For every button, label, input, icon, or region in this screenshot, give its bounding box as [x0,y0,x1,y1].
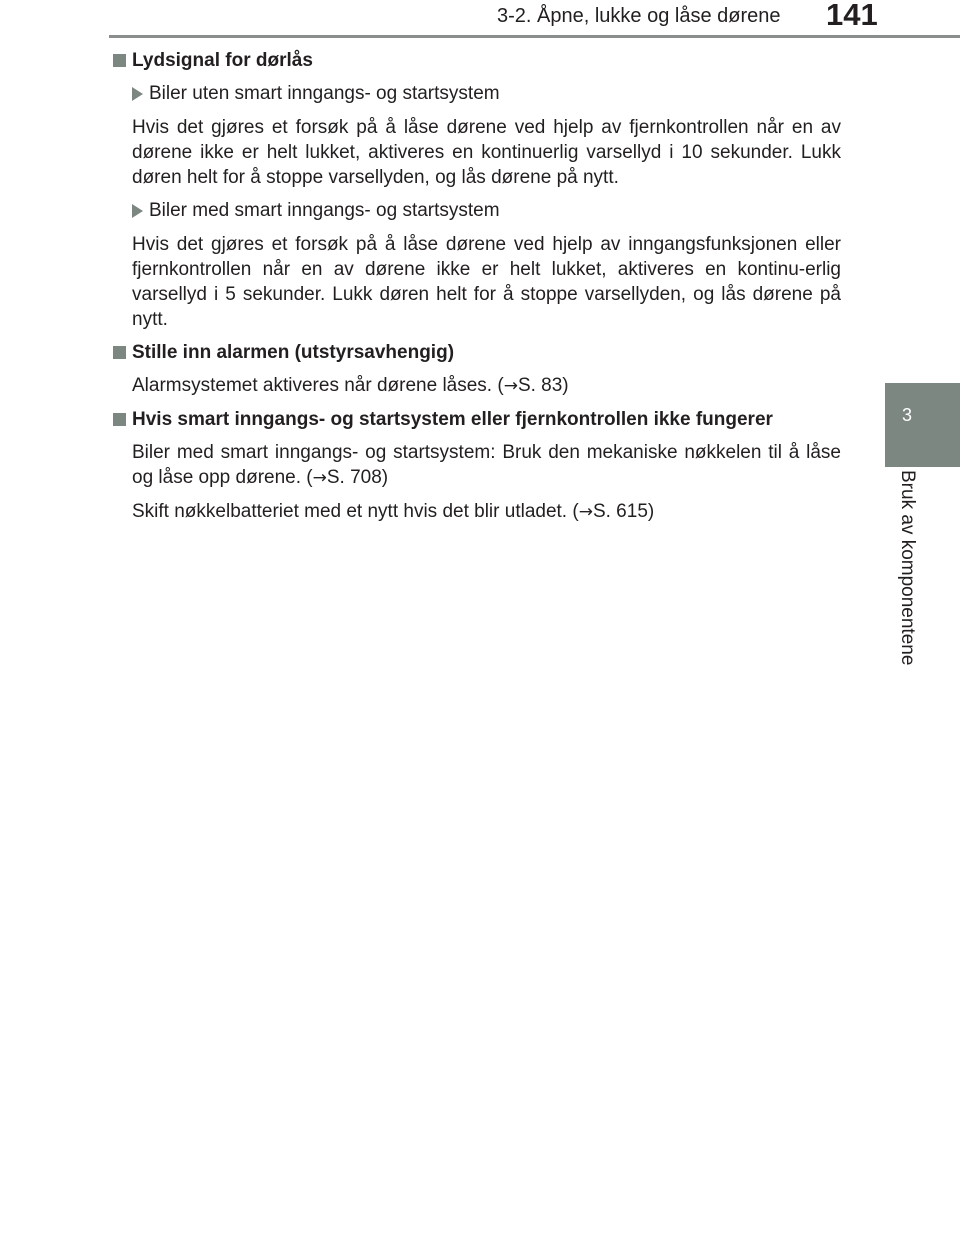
paragraph-text: Alarmsystemet aktiveres når dørene låses. ( [132,375,504,396]
chapter-number: 3 [901,405,912,425]
heading-alarm [113,340,841,366]
section-title: 3-2. Åpne, lukke og låse dørene [497,5,781,27]
paragraph-mechanical-key [132,440,841,491]
subheading-text: Biler uten smart inngangs- og startsystem [149,83,500,104]
page-content [113,48,841,533]
arrow-icon: → [503,376,518,396]
square-bullet-icon [113,413,126,426]
arrow-icon: → [578,502,593,522]
triangle-bullet-icon [132,87,143,101]
chapter-title: Bruk av komponentene [897,470,918,666]
chapter-tab [885,383,960,467]
heading-text: Lydsignal for dørlås [132,50,313,71]
heading-door-lock-buzzer [113,48,841,74]
paragraph-alarm [132,373,841,399]
heading-text: Hvis smart inngangs- og startsystem eller fjernkontrollen ikke fungerer [132,409,773,430]
subheading-with-smart-entry [132,198,841,224]
triangle-bullet-icon [132,204,143,218]
square-bullet-icon [113,54,126,67]
subheading-without-smart-entry [132,81,841,107]
paragraph-text: Biler med smart inngangs- og startsystem: Bruk den mekaniske nøkkelen til å låse og låse opp dørene. ( [132,442,841,488]
square-bullet-icon [113,346,126,359]
subheading-text: Biler med smart inngangs- og startsystem [149,200,500,221]
page-reference[interactable]: S. 615) [592,501,655,522]
paragraph-key-battery [132,499,841,525]
paragraph-without-smart-entry: Hvis det gjøres et forsøk på å låse dørene ved hjelp av fjernkontrollen når en av dørene ikke er helt lukket, aktiveres en kontinuerlig varsellyd i 10 sekunder. Lukk døren helt for å stoppe varsellyden, og lås dørene på nytt. [132,117,841,188]
paragraph-text: Skift nøkkelbatteriet med et nytt hvis det blir utladet. ( [132,501,579,522]
paragraph-with-smart-entry: Hvis det gjøres et forsøk på å låse dørene ved hjelp av inngangsfunksjonen eller fjernkontrollen når en av dørene ikke er helt lukket, aktiveres en kontinu-erlig varsellyd i 5 sekunder. Lukk døren helt for å stoppe varsellyden, og lås dørene på nytt. [132,234,841,330]
page-number: 141 [826,0,878,32]
page-reference[interactable]: S. 708) [326,467,389,488]
heading-text: Stille inn alarmen (utstyrsavhengig) [132,342,455,363]
heading-malfunction [113,407,841,433]
arrow-icon: → [312,468,327,488]
header-rule [109,35,960,38]
page-reference[interactable]: S. 83) [517,375,569,396]
